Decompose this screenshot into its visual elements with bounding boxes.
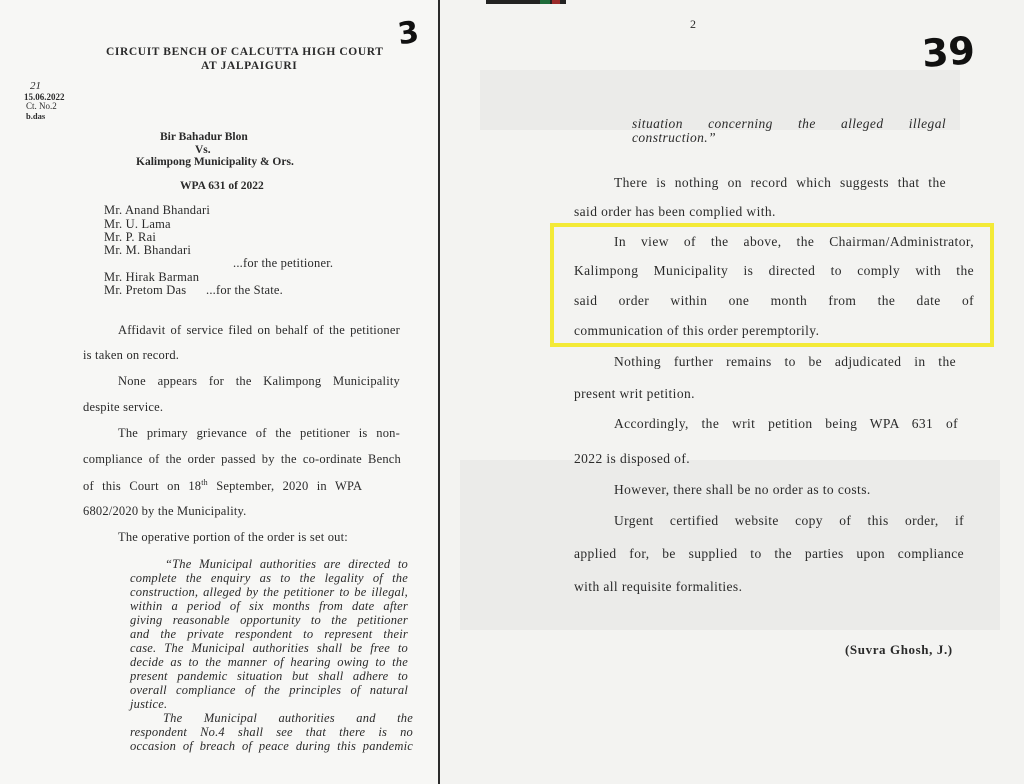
paragraph-nothing-further-line: present writ petition. [574, 386, 695, 401]
handwritten-page-number: 3 [395, 14, 422, 53]
handwritten-page-number: 39 [920, 28, 977, 76]
paragraph-certified-copy-line: applied for, be supplied to the parties upon compliance [574, 546, 964, 561]
paragraph-none-appears-line: despite service. [83, 400, 164, 414]
quote-line: respondent No.4 shall see that there is no [130, 725, 413, 739]
paragraph-affidavit-line: is taken on record. [83, 348, 180, 362]
judge-signature: (Suvra Ghosh, J.) [845, 642, 953, 657]
party-respondent: Kalimpong Municipality & Ors. [136, 156, 294, 168]
highlighted-direction-line: Kalimpong Municipality is directed to comply with the [574, 263, 974, 278]
quote-line: present pandemic situation but shall adhere to [130, 669, 408, 683]
quote-line: giving reasonable opportunity to the petitioner [130, 613, 408, 627]
quote-line: justice. [130, 697, 168, 711]
quote-line: complete the enquiry as to the legality of the [130, 571, 408, 585]
paragraph-certified-copy-line: Urgent certified website copy of this order, if [614, 513, 964, 528]
for-state-label: ...for the State. [206, 283, 283, 297]
margin-initials: b.das [26, 111, 46, 121]
counsel-name: Mr. M. Bhandari [104, 243, 192, 257]
quote-line: case. The Municipal authorities shall be free to [130, 641, 408, 655]
page-number: 2 [690, 17, 696, 31]
margin-date: 15.06.2022 [24, 92, 65, 102]
party-petitioner: Bir Bahadur Blon [160, 131, 248, 143]
quote-line: construction, alleged by the petitioner to be illegal, [130, 585, 408, 599]
quote-continuation-line: situation concerning the alleged illegal [632, 116, 946, 131]
highlighted-direction-line: said order within one month from the date of [574, 293, 974, 308]
paragraph-disposal-line: Accordingly, the writ petition being WPA 631 of [614, 416, 958, 431]
quote-line: overall compliance of the principles of natural [130, 683, 408, 697]
paragraph-record-line: said order has been complied with. [574, 204, 776, 219]
versus: Vs. [195, 144, 211, 156]
margin-court-no: Ct. No.2 [26, 101, 57, 111]
counsel-name: Mr. Anand Bhandari [104, 203, 211, 217]
paragraph-certified-copy-line: with all requisite formalities. [574, 579, 743, 594]
quote-line: “The Municipal authorities are directed to [165, 557, 408, 571]
counsel-name: Mr. U. Lama [104, 217, 171, 231]
paragraph-grievance-line: 6802/2020 by the Municipality. [83, 504, 247, 518]
counsel-name: Mr. P. Rai [104, 230, 157, 244]
quote-line: decide as to the manner of hearing owing to the [130, 655, 408, 669]
paragraph-grievance-line: of this Court on 18th September, 2020 in WPA [83, 478, 363, 494]
quote-continuation-line: construction.” [632, 130, 716, 145]
photo-strip-red [552, 0, 560, 4]
highlighted-direction-line: In view of the above, the Chairman/Administrator, [614, 234, 974, 249]
paragraph-grievance-line: The primary grievance of the petitioner is non- [118, 426, 400, 440]
quote-line: The Municipal authorities and the [163, 711, 413, 725]
left-page [0, 0, 438, 784]
paragraph-nothing-further-line: Nothing further remains to be adjudicated in the [614, 354, 956, 369]
quote-line: within a period of six months from date after [130, 599, 408, 613]
paragraph-disposal-line: 2022 is disposed of. [574, 451, 690, 466]
case-number: WPA 631 of 2022 [180, 180, 264, 192]
quote-line: and the private respondent to represent their [130, 627, 408, 641]
quote-line: occasion of breach of peace during this pandemic [130, 739, 413, 753]
counsel-name: Mr. Pretom Das [104, 283, 187, 297]
highlighted-direction-line: communication of this order peremptorily. [574, 323, 820, 338]
for-petitioner-label: ...for the petitioner. [233, 256, 334, 270]
court-title-line2: AT JALPAIGURI [201, 60, 298, 72]
margin-serial: 21 [30, 80, 41, 92]
paragraph-operative-intro: The operative portion of the order is set out: [118, 530, 348, 544]
paragraph-none-appears-line: None appears for the Kalimpong Municipality [118, 374, 400, 388]
paragraph-affidavit-line: Affidavit of service filed on behalf of the petitioner [118, 323, 400, 337]
paragraph-record-line: There is nothing on record which suggests that the [614, 175, 946, 190]
paragraph-costs: However, there shall be no order as to costs. [614, 482, 871, 497]
photo-strip-green [540, 0, 550, 4]
paragraph-grievance-line: compliance of the order passed by the co-ordinate Bench [83, 452, 401, 466]
counsel-name: Mr. Hirak Barman [104, 270, 200, 284]
court-title-line1: CIRCUIT BENCH OF CALCUTTA HIGH COURT [106, 46, 384, 58]
